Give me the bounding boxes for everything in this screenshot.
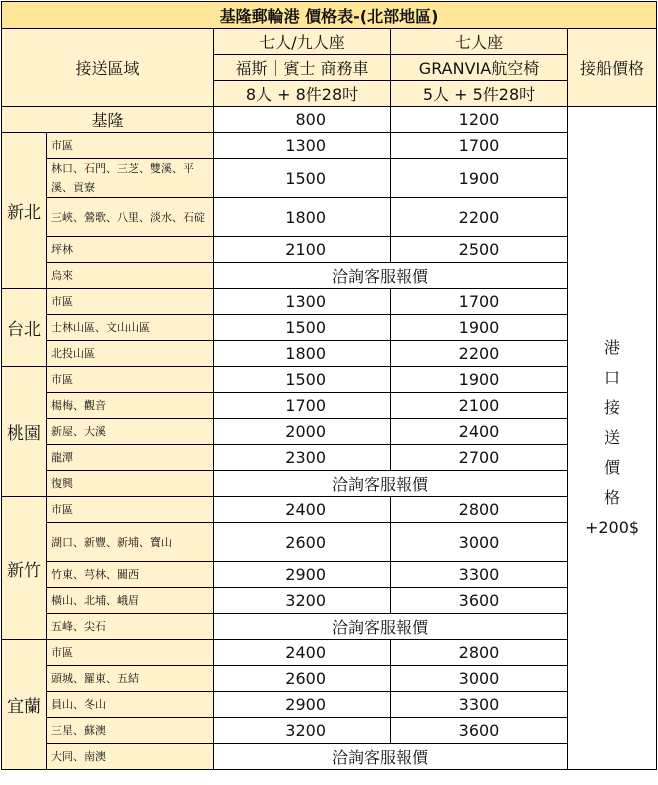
sub-area: 員山、冬山 <box>47 692 214 718</box>
price-b: 1700 <box>391 289 568 315</box>
port-price-header: 接船價格 <box>568 29 657 107</box>
vehicle-a-type: 七人/九人座 <box>214 29 391 55</box>
price-b: 2400 <box>391 419 568 445</box>
table-row <box>2 718 657 744</box>
header-row-type <box>2 29 657 55</box>
price-a: 1700 <box>214 393 391 419</box>
inquiry-note: 洽詢客服報價 <box>214 744 568 770</box>
price-b: 1900 <box>391 159 568 198</box>
port-note-char: 口 <box>603 368 620 387</box>
sub-area: 頭城、羅東、五結 <box>47 666 214 692</box>
table-row <box>2 640 657 666</box>
price-a: 2000 <box>214 419 391 445</box>
price-b: 2800 <box>391 497 568 523</box>
region-name: 台北 <box>2 289 47 367</box>
sub-area: 復興 <box>47 471 214 497</box>
sub-area: 林口、石門、三芝、雙溪、平溪、貢寮 <box>47 159 214 198</box>
price-table <box>1 1 657 770</box>
table-row <box>2 367 657 393</box>
sub-area: 市區 <box>47 640 214 666</box>
sub-area: 三星、蘇澳 <box>47 718 214 744</box>
table-row <box>2 341 657 367</box>
port-note-char: 價 <box>603 458 620 477</box>
price-a: 2400 <box>214 497 391 523</box>
vehicle-a-model: 福斯｜賓士 商務車 <box>214 55 391 81</box>
sub-area: 市區 <box>47 497 214 523</box>
sub-area: 市區 <box>47 133 214 159</box>
price-b: 2500 <box>391 237 568 263</box>
region-name: 新竹 <box>2 497 47 640</box>
sub-area: 坪林 <box>47 237 214 263</box>
table-row <box>2 588 657 614</box>
table-row <box>2 419 657 445</box>
price-a: 1500 <box>214 159 391 198</box>
price-a: 2900 <box>214 562 391 588</box>
price-b: 2100 <box>391 393 568 419</box>
price-a: 1800 <box>214 341 391 367</box>
sub-area: 龍潭 <box>47 445 214 471</box>
sub-area: 新屋、大溪 <box>47 419 214 445</box>
price-b: 3000 <box>391 666 568 692</box>
sub-area: 北投山區 <box>47 341 214 367</box>
sub-area: 三峽、鶯歌、八里、淡水、石碇 <box>47 198 214 237</box>
table-row <box>2 315 657 341</box>
sub-area: 楊梅、觀音 <box>47 393 214 419</box>
table-row <box>2 393 657 419</box>
price-a: 1500 <box>214 315 391 341</box>
price-a: 2600 <box>214 523 391 562</box>
sub-area: 湖口、新豐、新埔、寶山 <box>47 523 214 562</box>
keelung-row <box>2 107 657 133</box>
region-keelung: 基隆 <box>2 107 214 133</box>
price-b: 3600 <box>391 718 568 744</box>
port-note-char: 接 <box>603 398 620 417</box>
inquiry-note: 洽詢客服報價 <box>214 263 568 289</box>
port-note-char: 送 <box>603 428 620 447</box>
region-name: 宜蘭 <box>2 640 47 770</box>
price-a: 2900 <box>214 692 391 718</box>
table-row <box>2 471 657 497</box>
sub-area: 士林山區、文山山區 <box>47 315 214 341</box>
price-b: 3600 <box>391 588 568 614</box>
price-b: 2200 <box>391 198 568 237</box>
table-row <box>2 237 657 263</box>
price-a: 3200 <box>214 588 391 614</box>
price-b: 2700 <box>391 445 568 471</box>
price-a: 1300 <box>214 289 391 315</box>
price-a: 1300 <box>214 133 391 159</box>
vehicle-a-capacity: 8人 + 8件28吋 <box>214 81 391 107</box>
table-row <box>2 445 657 471</box>
price-a: 2100 <box>214 237 391 263</box>
price-b: 1200 <box>391 107 568 133</box>
price-a: 3200 <box>214 718 391 744</box>
area-header: 接送區域 <box>2 29 214 107</box>
table-row <box>2 198 657 237</box>
price-b: 2200 <box>391 341 568 367</box>
sub-area: 五峰、尖石 <box>47 614 214 640</box>
table-row <box>2 666 657 692</box>
title-row <box>2 2 657 29</box>
sub-area: 烏來 <box>47 263 214 289</box>
price-b: 3300 <box>391 562 568 588</box>
inquiry-note: 洽詢客服報價 <box>214 471 568 497</box>
price-b: 2800 <box>391 640 568 666</box>
port-note-amount: +200$ <box>584 518 640 537</box>
sub-area: 竹東、芎林、關西 <box>47 562 214 588</box>
port-note-char: 格 <box>603 488 620 507</box>
vehicle-b-type: 七人座 <box>391 29 568 55</box>
table-row <box>2 562 657 588</box>
sub-area: 市區 <box>47 289 214 315</box>
price-a: 800 <box>214 107 391 133</box>
port-surcharge-note <box>568 107 657 770</box>
vehicle-b-capacity: 5人 + 5件28吋 <box>391 81 568 107</box>
table-row <box>2 497 657 523</box>
price-a: 1500 <box>214 367 391 393</box>
price-a: 2600 <box>214 666 391 692</box>
table-row <box>2 692 657 718</box>
table-row <box>2 133 657 159</box>
price-b: 1900 <box>391 315 568 341</box>
table-row <box>2 159 657 198</box>
table-row <box>2 289 657 315</box>
price-a: 1800 <box>214 198 391 237</box>
vehicle-b-model: GRANVIA航空椅 <box>391 55 568 81</box>
port-note-char: 港 <box>603 338 620 357</box>
sub-area: 大同、南澳 <box>47 744 214 770</box>
price-b: 3000 <box>391 523 568 562</box>
price-a: 2400 <box>214 640 391 666</box>
table-title: 基隆郵輪港 價格表-(北部地區) <box>2 2 657 29</box>
table-row <box>2 523 657 562</box>
region-name: 桃園 <box>2 367 47 497</box>
sub-area: 市區 <box>47 367 214 393</box>
region-name: 新北 <box>2 133 47 289</box>
table-row <box>2 263 657 289</box>
price-b: 1900 <box>391 367 568 393</box>
inquiry-note: 洽詢客服報價 <box>214 614 568 640</box>
table-row <box>2 744 657 770</box>
price-a: 2300 <box>214 445 391 471</box>
table-row <box>2 614 657 640</box>
price-b: 3300 <box>391 692 568 718</box>
price-b: 1700 <box>391 133 568 159</box>
sub-area: 橫山、北埔、峨眉 <box>47 588 214 614</box>
